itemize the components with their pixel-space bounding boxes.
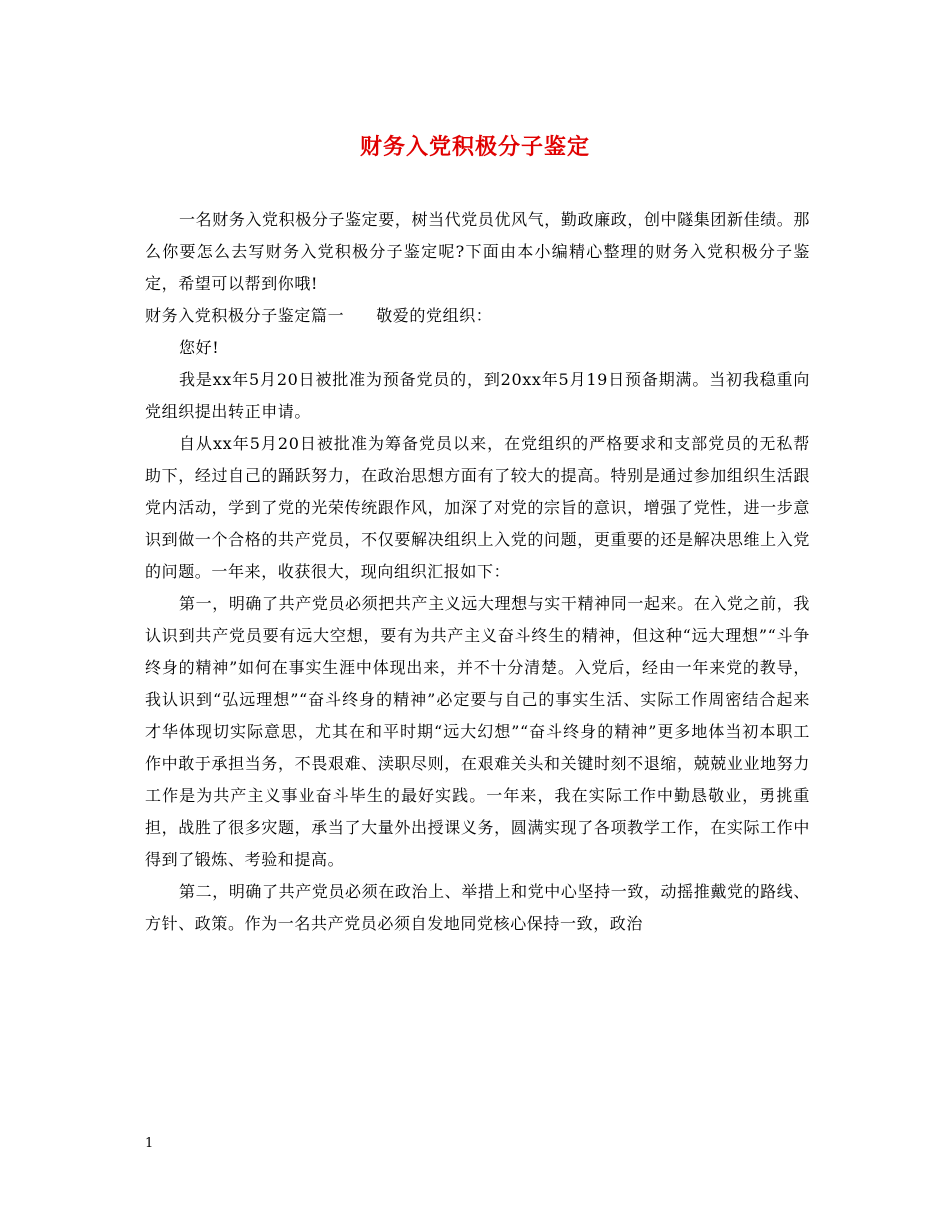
section-heading: 财务入党积极分子鉴定篇一 [145,306,345,325]
document-body [145,204,810,940]
body-paragraph-2: 自从xx年5月20日被批准为筹备党员以来，在党组织的严格要求和支部党员的无私帮助下，经过自己的踊跃努力，在政治思想方面有了较大的提高。特别是通过参加组织生活跟党内活动，学到了党的光荣传统跟作风，加深了对党的宗旨的意识，增强了党性，进一步意识到做一个合格的共产党员，不仅要解决组织上入党的问题，更重要的还是解决思维上入党的问题。一年来，收获很大，现向组织汇报如下： [145,434,810,581]
document-title: 财务入党积极分子鉴定 [359,134,590,160]
greeting: 您好! [179,338,220,357]
body-paragraph-1: 我是xx年5月20日被批准为预备党员的，到20xx年5月19日预备期满。当初我稳重向党组织提出转正申请。 [145,370,810,421]
page-number: 1 [145,1136,154,1151]
body-paragraph-4: 第二，明确了共产党员必须在政治上、举措上和党中心坚持一致，动摇推戴党的路线、方针、政策。作为一名共产党员必须自发地同党核心保持一致，政治 [145,882,810,933]
body-paragraph-3: 第一，明确了共产党员必须把共产主义远大理想与实干精神同一起来。在入党之前，我认识到共产党员要有远大空想，要有为共产主义奋斗终生的精神，但这种“远大理想”“斗争终身的精神”如何在事实生涯中体现出来，并不十分清楚。入党后，经由一年来党的教导，我认识到“弘远理想”“奋斗终身的精神”必定要与自己的事实生活、实际工作周密结合起来才华体现切实际意思，尤其在和平时期“远大幻想”“奋斗终身的精神”更多地体当初本职工作中敢于承担当务，不畏艰难、渎职尽则，在艰难关头和关键时刻不退缩，兢兢业业地努力工作是为共产主义事业奋斗毕生的最好实践。一年来，我在实际工作中勤恳敬业，勇挑重担，战胜了很多灾题，承当了大量外出授课义务，圆满实现了各项教学工作，在实际工作中得到了锻炼、考验和提高。 [145,594,810,869]
intro-paragraph: 一名财务入党积极分子鉴定要，树当代党员优风气，勤政廉政，创中隧集团新佳绩。那么你要怎么去写财务入党积极分子鉴定呢?下面由本小编精心整理的财务入党积极分子鉴定，希望可以帮到你哦! [145,210,810,293]
section-heading-line [145,300,810,332]
salutation: 敬爱的党组织： [376,306,493,325]
